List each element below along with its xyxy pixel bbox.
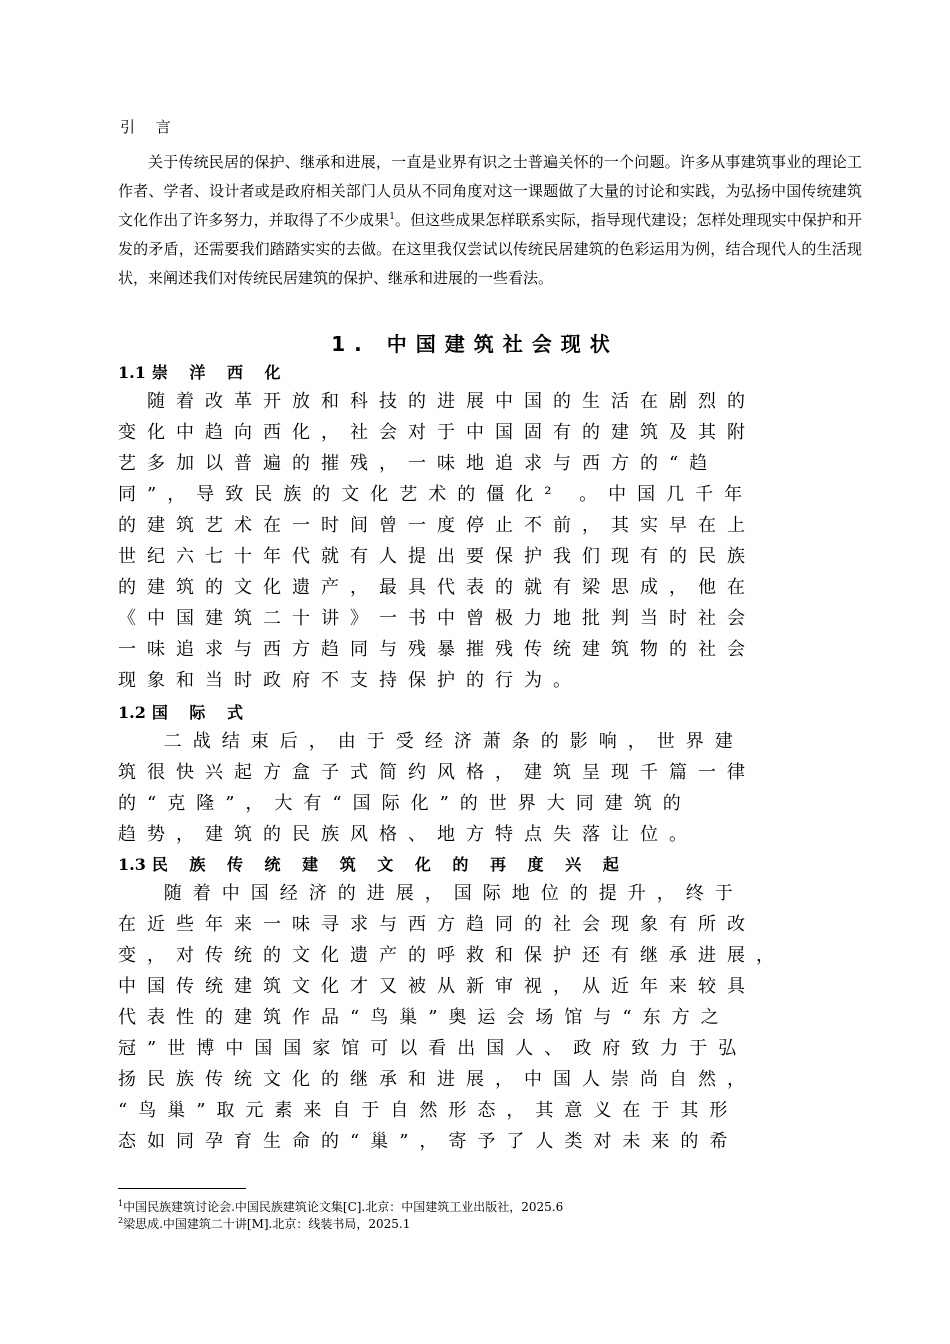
body-line: 一味追求与西方趋同与残暴摧残传统建筑物的社会: [118, 639, 756, 660]
section-1-2-heading: [118, 700, 251, 723]
section-1-3-title: 民 族 传 统 建 筑 文 化 的 再 度 兴 起: [151, 855, 627, 874]
body-line: 世纪六七十年代就有人提出要保护我们现有的民族: [118, 546, 756, 567]
section-1-3-body: [118, 878, 842, 1157]
section-1-1-title: 崇 洋 西 化: [151, 363, 289, 382]
section-1-1-body: [118, 386, 842, 696]
body-line: 在近些年来一味寻求与西方趋同的社会现象有所改: [118, 914, 756, 935]
section-1-title: 1. 中国建筑社会现状: [331, 332, 619, 356]
body-line: 扬民族传统文化的继承和进展，中国人崇尚自然，: [118, 1069, 756, 1090]
footnote-ref-1: 1: [389, 212, 395, 222]
intro-paragraph: [118, 148, 862, 293]
body-line: 的“克隆”，大有“国际化”的世界大同建筑的: [118, 793, 692, 814]
section-1-3-number: 1.3: [118, 855, 146, 874]
intro-text-a: 关于传统民居的保护、继承和进展，一直是业界有识之士普遍关怀的一个问题。许多从事建筑事业的理论工作者、学者、设计者或是政府相关部门人员从不同角度对这一课题做了大量的讨论和实践，为弘扬中国传统建筑文化作出了许多努力，并取得了不少成果: [118, 153, 862, 229]
body-line: 的建筑艺术在一时间曾一度停止不前，其实早在上: [118, 515, 756, 536]
intro-text-b: 。但这些成果怎样联系实际，指导现代建设；怎样处理现实中保护和开发的矛盾，还需要我们踏踏实实的去做。在这里我仅尝试以传统民居建筑的色彩运用为例，结合现代人的生活现状，来阐述我们对传统民居建筑的保护、继承和进展的一些看法。: [118, 211, 862, 287]
body-line: 冠”世博中国国家馆可以看出国人、政府致力于弘: [118, 1038, 748, 1059]
body-line: 趋势，建筑的民族风格、地方特点失落让位。: [118, 824, 698, 845]
body-line: 随着改革开放和科技的进展中国的生活在剧烈的: [118, 391, 756, 412]
footnote-mark: 2: [118, 1216, 124, 1225]
section-1-3-heading: [118, 852, 627, 875]
footnote-divider: [118, 1188, 246, 1189]
footnote-mark: 1: [118, 1199, 124, 1208]
body-line: 变，对传统的文化遗产的呼救和保护还有继承进展，: [118, 945, 785, 966]
footnote-text: 梁思成.中国建筑二十讲[M].北京：线装书局，2025.1: [123, 1217, 411, 1231]
body-line: 二战结束后，由于受经济萧条的影响，世界建: [118, 731, 744, 752]
body-line: 艺多加以普遍的摧残，一味地追求与西方的“趋: [118, 453, 719, 474]
body-line: “鸟巢”取元素来自于自然形态，其意义在于其形: [118, 1100, 739, 1121]
body-line: 同”，导致民族的文化艺术的僵化² 。中国几千年: [118, 484, 754, 505]
section-1-2-number: 1.2: [118, 703, 146, 722]
body-line: 现象和当时政府不支持保护的行为。: [118, 670, 582, 691]
body-line: 中国传统建筑文化才又被从新审视，从近年来较具: [118, 976, 756, 997]
section-1-2-body: [118, 726, 842, 850]
section-1-1-number: 1.1: [118, 363, 146, 382]
body-line: 态如同孕育生命的“巢”，寄予了人类对未来的希: [118, 1131, 739, 1152]
section-1-2-title: 国 际 式: [151, 703, 251, 722]
body-line: 筑很快兴起方盒子式简约风格，建筑呈现千篇一律: [118, 762, 756, 783]
body-line: 变化中趋向西化，社会对于中国固有的建筑及其附: [118, 422, 756, 443]
footnote-text: 中国民族建筑讨论会.中国民族建筑论文集[C].北京：中国建筑工业出版社，2025.6: [123, 1200, 564, 1214]
footnote-2: [118, 1213, 410, 1232]
section-1-1-heading: [118, 360, 289, 383]
body-line: 随着中国经济的进展，国际地位的提升，终于: [118, 883, 744, 904]
body-line: 《中国建筑二十讲》一书中曾极力地批判当时社会: [118, 608, 756, 629]
body-line: 的建筑的文化遗产，最具代表的就有梁思成，他在: [118, 577, 756, 598]
intro-heading: 引 言: [120, 118, 179, 136]
body-line: 代表性的建筑作品“鸟巢”奥运会场馆与“东方之: [118, 1007, 730, 1028]
